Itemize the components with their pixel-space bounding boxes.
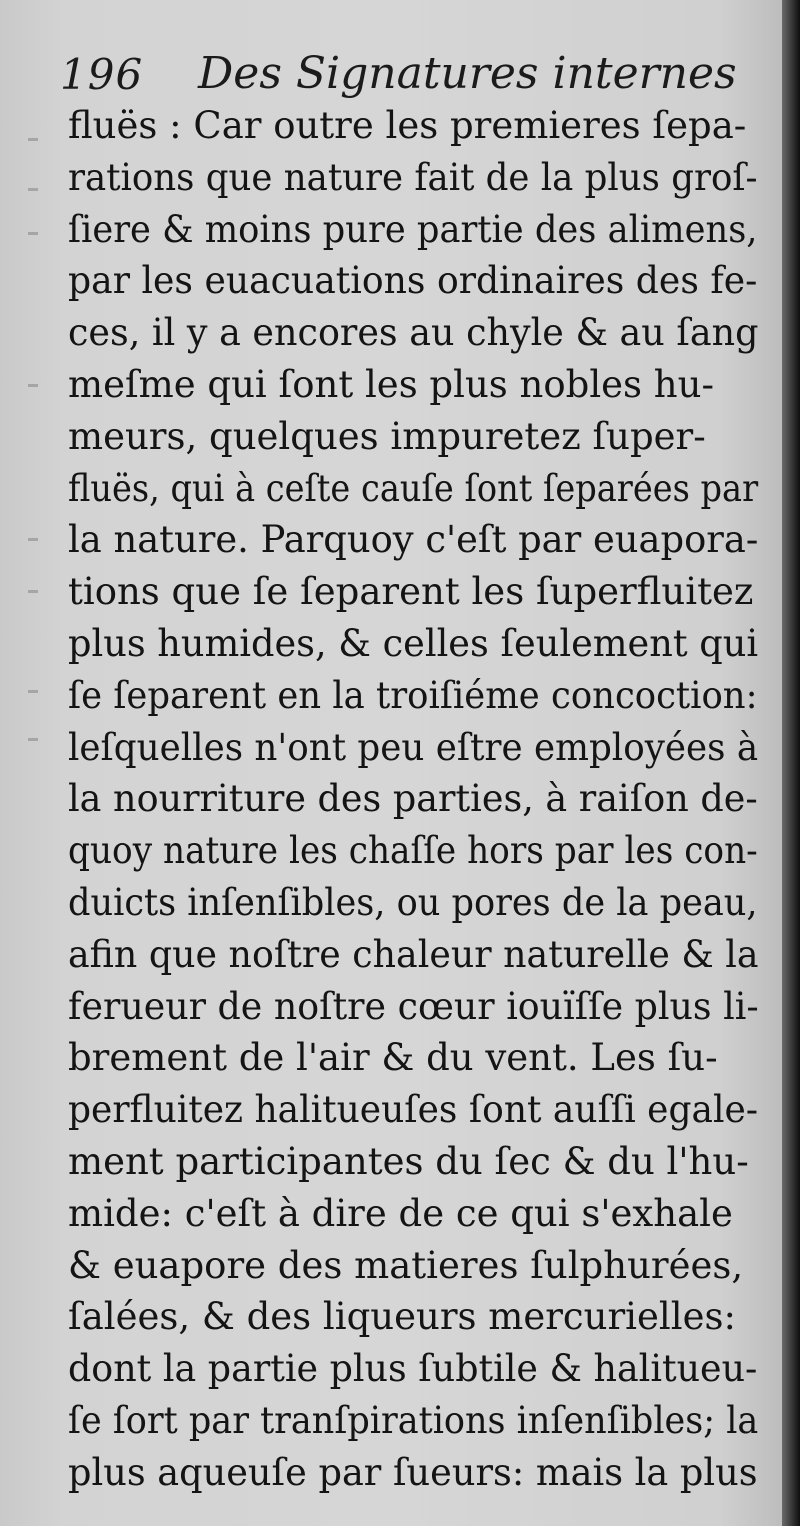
text-line: ment participantes du ſec & du l'hu-	[68, 1139, 749, 1183]
text-line: leſquelles n'ont peu eſtre employées à	[68, 725, 759, 769]
text-line: ſe ſeparent en la troiſiéme concoction:	[68, 673, 758, 717]
text-line: ferueur de noſtre cœur iouïſſe plus li-	[68, 984, 759, 1028]
bleed-mark	[28, 590, 38, 593]
text-line: dont la partie plus ſubtile & halitueu-	[68, 1347, 758, 1391]
text-line: meſme qui ſont les plus nobles hu-	[68, 362, 714, 406]
text-line: ces, il y a encores au chyle & au ſang	[68, 311, 759, 355]
text-line: mide: c'eſt à dire de ce qui s'exhale	[68, 1191, 733, 1235]
body-text	[68, 100, 758, 1499]
text-line: meurs, quelques impuretez ſuper-	[68, 414, 706, 458]
text-line: brement de l'air & du vent. Les ſu-	[68, 1036, 718, 1080]
bleed-mark	[28, 138, 38, 141]
text-line: la nourriture des parties, à raiſon de-	[68, 777, 758, 821]
bleed-mark	[28, 232, 38, 235]
text-line: duicts inſenſibles, ou pores de la peau,	[68, 880, 758, 924]
bleed-mark	[28, 188, 38, 191]
text-line: fluës, qui à ceſte cauſe ſont ſeparées par	[68, 466, 759, 510]
page-header	[60, 40, 760, 100]
text-line: rations que nature fait de la plus groſ-	[68, 155, 758, 199]
text-line: plus aqueuſe par ſueurs: mais la plus	[68, 1450, 758, 1494]
text-line: perfluitez halitueuſes ſont auſſi egale-	[68, 1088, 758, 1132]
book-gutter	[782, 0, 800, 1526]
text-line: & euapore des matieres ſulphurées,	[68, 1243, 744, 1287]
text-line: plus humides, & celles ſeulement qui	[68, 621, 759, 665]
text-line: ſiere & moins pure partie des alimens,	[68, 207, 758, 251]
page-number: 196	[60, 50, 144, 99]
text-line: par les euacuations ordinaires des fe-	[68, 259, 758, 303]
text-line: afin que noſtre chaleur naturelle & la	[68, 932, 759, 976]
text-line: quoy nature les chaſſe hors par les con-	[68, 829, 758, 873]
text-line: la nature. Parquoy c'eſt par euapora-	[68, 518, 759, 562]
bleed-mark	[28, 690, 38, 693]
text-line: fluës : Car outre les premieres ſepa-	[68, 104, 747, 147]
text-line: ſe ſort par tranſpirations inſenſibles; la	[68, 1398, 759, 1442]
bleed-mark	[28, 538, 38, 541]
text-line: tions que ſe ſeparent les ſuperfluitez	[68, 570, 754, 614]
text-line: ſalées, & des liqueurs mercurielles:	[68, 1295, 736, 1339]
bleed-mark	[28, 738, 38, 741]
running-title: Des Signatures internes	[198, 48, 737, 99]
bleed-mark	[28, 384, 38, 387]
